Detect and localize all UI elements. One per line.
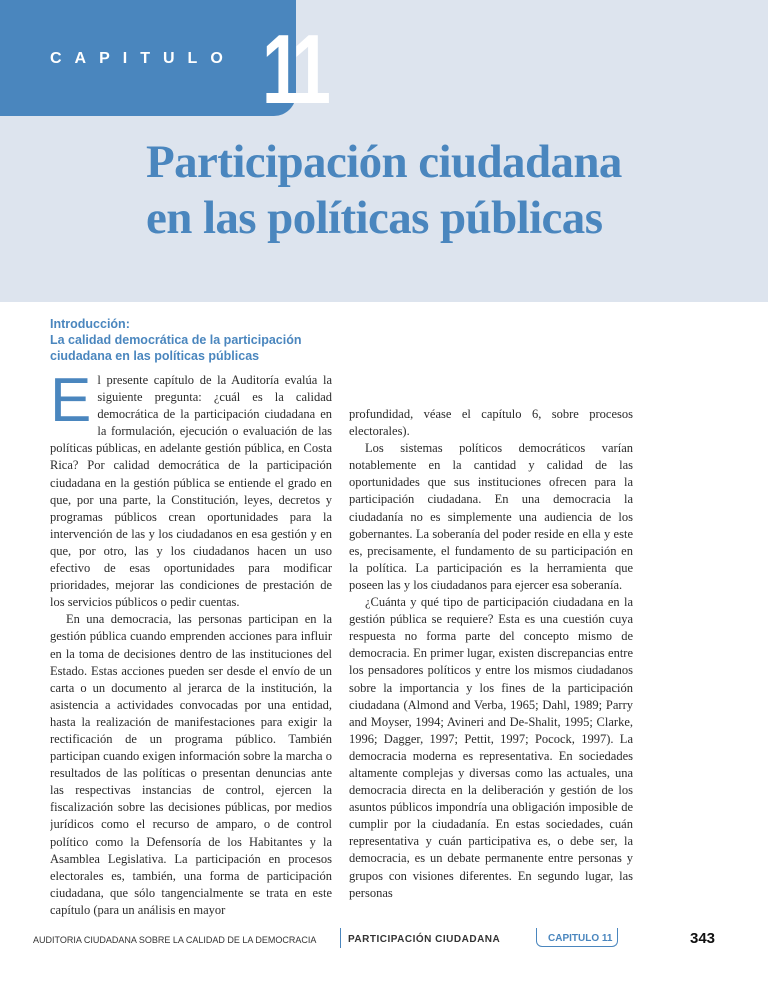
footer-divider — [340, 928, 341, 948]
chapter-tab — [0, 0, 326, 124]
intro-heading-line-1: Introducción: — [50, 317, 130, 331]
chapter-word: CAPITULO — [50, 50, 236, 67]
paragraph-5: ¿Cuánta y qué tipo de participación ciudadana en la gestión pública se requiere? Esta es una cuestión cuya respuesta no forma parte del concepto mismo de democracia. En primer lugar, existen discrepancias entre los pensadores políticos y entre los mismos ciudadanos sobre la importancia y los fines de la participación ciudadana (Almond and Verba, 1965; Dahl, 1989; Parry and Moyser, 1994; Avineri and De-Shalit, 1995; Clarke, 1996; Dagger, 1997; Pettit, 1997; Pocock, 1997). La democracia moderna es representativa. En sociedades altamente complejas y diversas como las actuales, una democracia directa en la deliberación y gestión de los asuntos públicos impondría una obligación imposible de cumplir por la ciudadanía. En estas sociedades, cuán representativa y cuán participativa es, o debe ser, la democracia, es un debate permanente entre personas y grupos con visiones diferentes. En segundo lugar, las personas — [349, 595, 633, 900]
paragraph-2: En una democracia, las personas participan en la gestión pública cuando emprenden acciones para influir en la toma de decisiones dentro de las instituciones del Estado. Estas acciones pueden ser desde el envío de un carta o un documento al jerarca de la institución, la asistencia a actividades convocadas por una entidad, hasta la realización de manifestaciones para exigir la rectificación de un programa público. También participan cuando exigen información sobre la marcha o resultados de las políticas o presentan denuncias ante las respectivas instancias de control, ejercen la fiscalización sobre las decisiones públicas, por medios jurídicos como el recurso de amparo, o de control político como la Defensoría de los Habitantes y la Asamblea Legislativa. La participación en procesos electorales es, también, una forma de participación ciudadana, que sólo tangencialmente se trata en este capítulo (para un análisis en mayor — [50, 612, 332, 917]
body-column-left — [50, 372, 332, 920]
paragraph-4: Los sistemas políticos democráticos varían notablemente en la cantidad y calidad de las oportunidades que sus instituciones ofrecen para la participación ciudadana. En una democracia la ciudadanía no es simplemente una audiencia de los gobernantes. La soberanía del poder reside en ella y este es, precisamente, el fundamento de su participación en la política. La participación es la herramienta que poseen las y los ciudadanos para ejercer esa soberanía. — [349, 441, 633, 592]
footer-section-label: PARTICIPACIÓN CIUDADANA — [348, 934, 501, 945]
title-line-1: Participación ciudadana — [146, 136, 622, 188]
intro-heading-line-2: La calidad democrática de la participación — [50, 333, 302, 347]
paragraph-3: profundidad, véase el capítulo 6, sobre procesos electorales). — [349, 407, 633, 439]
page-number: 343 — [690, 930, 716, 947]
intro-heading — [50, 316, 350, 364]
footer-chapter-label: CAPITULO 11 — [548, 933, 613, 944]
title-line-2: en las políticas públicas — [146, 192, 603, 244]
paragraph-1 — [50, 372, 332, 611]
footer-publication-title: AUDITORIA CIUDADANA SOBRE LA CALIDAD DE LA DEMOCRACIA — [33, 935, 317, 945]
paragraph-1-text: l presente capítulo de la Auditoría evalúa la siguiente pregunta: ¿cuál es la calidad democrática de la participación ciudadana en la formulación, ejecución o evaluación de las políticas públicas, en adelante gestión pública, en Costa Rica? Por calidad democrática de la participación ciudadana en la gestión pública se entiende el grado en que, por una parte, la Constitución, leyes, decretos y programas públicos crean oportunidades para la intervención de las y los ciudadanos en esa gestión y en que, por otro, las y los ciudadanos hacen un uso efectivo de esas oportunidades para modificar prioridades, mejorar las condiciones de prestación de los servicios públicos o pedir cuentas. — [50, 373, 332, 610]
body-column-right — [349, 406, 633, 920]
drop-cap: E — [50, 372, 92, 435]
chapter-title — [146, 134, 746, 246]
chapter-number: 11 — [262, 14, 326, 124]
intro-heading-line-3: ciudadana en las políticas públicas — [50, 349, 260, 363]
